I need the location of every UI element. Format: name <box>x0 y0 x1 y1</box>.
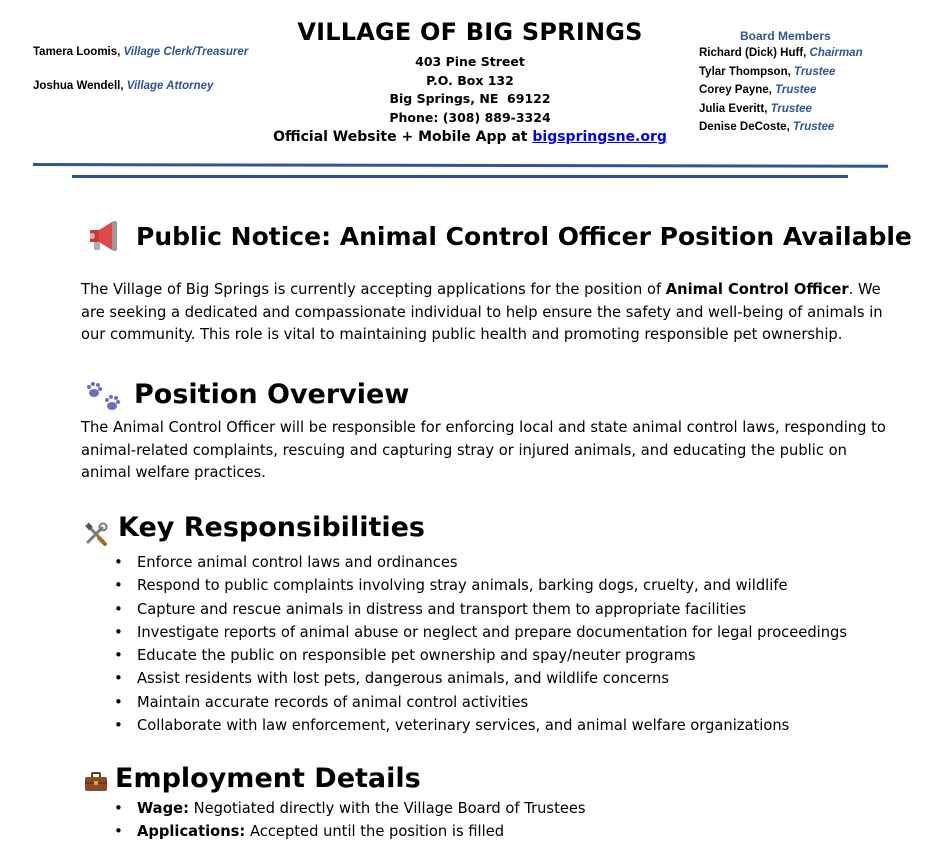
board-title: Board Members <box>740 29 831 43</box>
header-divider-bottom <box>72 175 848 178</box>
board-member-name: Corey Payne, <box>699 84 772 96</box>
board-member-title: Trustee <box>770 103 812 115</box>
board-member <box>699 84 816 96</box>
intro-text-end: . We are seeking a dedicated and compassionate individual to help ensure the safety and well-being of animals in our community. This role is vital to maintaining public health and promoting responsible pet ownership. <box>81 281 883 343</box>
address-city: Big Springs, NE 69122 <box>389 91 551 106</box>
board-member-title: Chairman <box>809 47 863 59</box>
wage-text: Negotiated directly with the Village Board of Trustees <box>188 800 586 817</box>
website-line <box>240 129 700 145</box>
board-member <box>699 121 834 133</box>
overview-text: The Animal Control Officer will be responsible for enforcing local and state animal control laws, responding to animal-related complaints, rescuing and capturing stray or injured animals, and educating the public on animal welfare practices. <box>81 419 886 481</box>
board-member-title: Trustee <box>775 84 817 96</box>
village-title: VILLAGE OF BIG SPRINGS <box>297 18 643 46</box>
list-item: • Maintain accurate records of animal control activities <box>81 691 847 714</box>
notice-title: Public Notice: Animal Control Officer Position Available <box>136 222 912 251</box>
notice-intro <box>81 279 896 347</box>
megaphone-icon <box>86 219 126 259</box>
applications-text: Accepted until the position is filled <box>245 823 505 841</box>
board-member-title: Trustee <box>792 121 835 133</box>
attorney-line <box>33 80 213 92</box>
website-text: Official Website + Mobile App at <box>273 129 533 145</box>
responsibilities-list <box>81 551 847 737</box>
clerk-name: Tamera Loomis, <box>33 46 121 58</box>
employment-title: Employment Details <box>115 763 421 794</box>
list-item <box>81 797 586 820</box>
intro-text-start: The Village of Big Springs is currently accepting applications for the position of <box>81 281 666 298</box>
overview-title: Position Overview <box>134 379 410 410</box>
website-link[interactable]: bigspringsne.org <box>532 129 667 145</box>
intro-bold: Animal Control Officer <box>665 281 849 298</box>
list-item <box>81 820 586 843</box>
board-member-name: Tylar Thompson, <box>699 66 791 78</box>
address-pobox: P.O. Box 132 <box>426 73 514 88</box>
list-item: • Assist residents with lost pets, dangerous animals, and wildlife concerns <box>81 667 847 690</box>
list-item: • Capture and rescue animals in distress and transport them to appropriate facilities <box>81 598 847 621</box>
board-member <box>699 47 863 59</box>
clerk-line <box>33 46 248 58</box>
list-item: • Enforce animal control laws and ordinances <box>81 551 847 574</box>
responsibilities-title: Key Responsibilities <box>118 512 425 543</box>
address-phone: Phone: (308) 889-3324 <box>389 110 551 125</box>
applications-label: Applications: <box>137 823 246 841</box>
board-member <box>699 103 812 115</box>
paw-prints-icon <box>86 381 124 419</box>
board-member <box>699 66 835 78</box>
clerk-title: Village Clerk/Treasurer <box>123 46 249 58</box>
address-street: 403 Pine Street <box>415 54 525 69</box>
board-member-name: Denise DeCoste, <box>699 121 790 133</box>
board-member-name: Julia Everitt, <box>699 103 768 115</box>
board-member-name: Richard (Dick) Huff, <box>699 47 807 59</box>
employment-list <box>81 797 586 844</box>
briefcase-icon <box>84 771 108 797</box>
attorney-name: Joshua Wendell, <box>33 80 124 92</box>
header-divider-top <box>33 163 888 168</box>
list-item: • Collaborate with law enforcement, veterinary services, and animal welfare organizations <box>81 714 847 737</box>
list-item: • Educate the public on responsible pet ownership and spay/neuter programs <box>81 644 847 667</box>
attorney-title: Village Attorney <box>126 80 214 92</box>
wage-label: Wage: <box>137 800 189 817</box>
list-item: • Investigate reports of animal abuse or neglect and prepare documentation for legal proceedings <box>81 621 847 644</box>
tools-icon <box>84 522 110 550</box>
board-member-title: Trustee <box>794 66 836 78</box>
list-item: • Respond to public complaints involving stray animals, barking dogs, cruelty, and wildlife <box>81 574 847 597</box>
